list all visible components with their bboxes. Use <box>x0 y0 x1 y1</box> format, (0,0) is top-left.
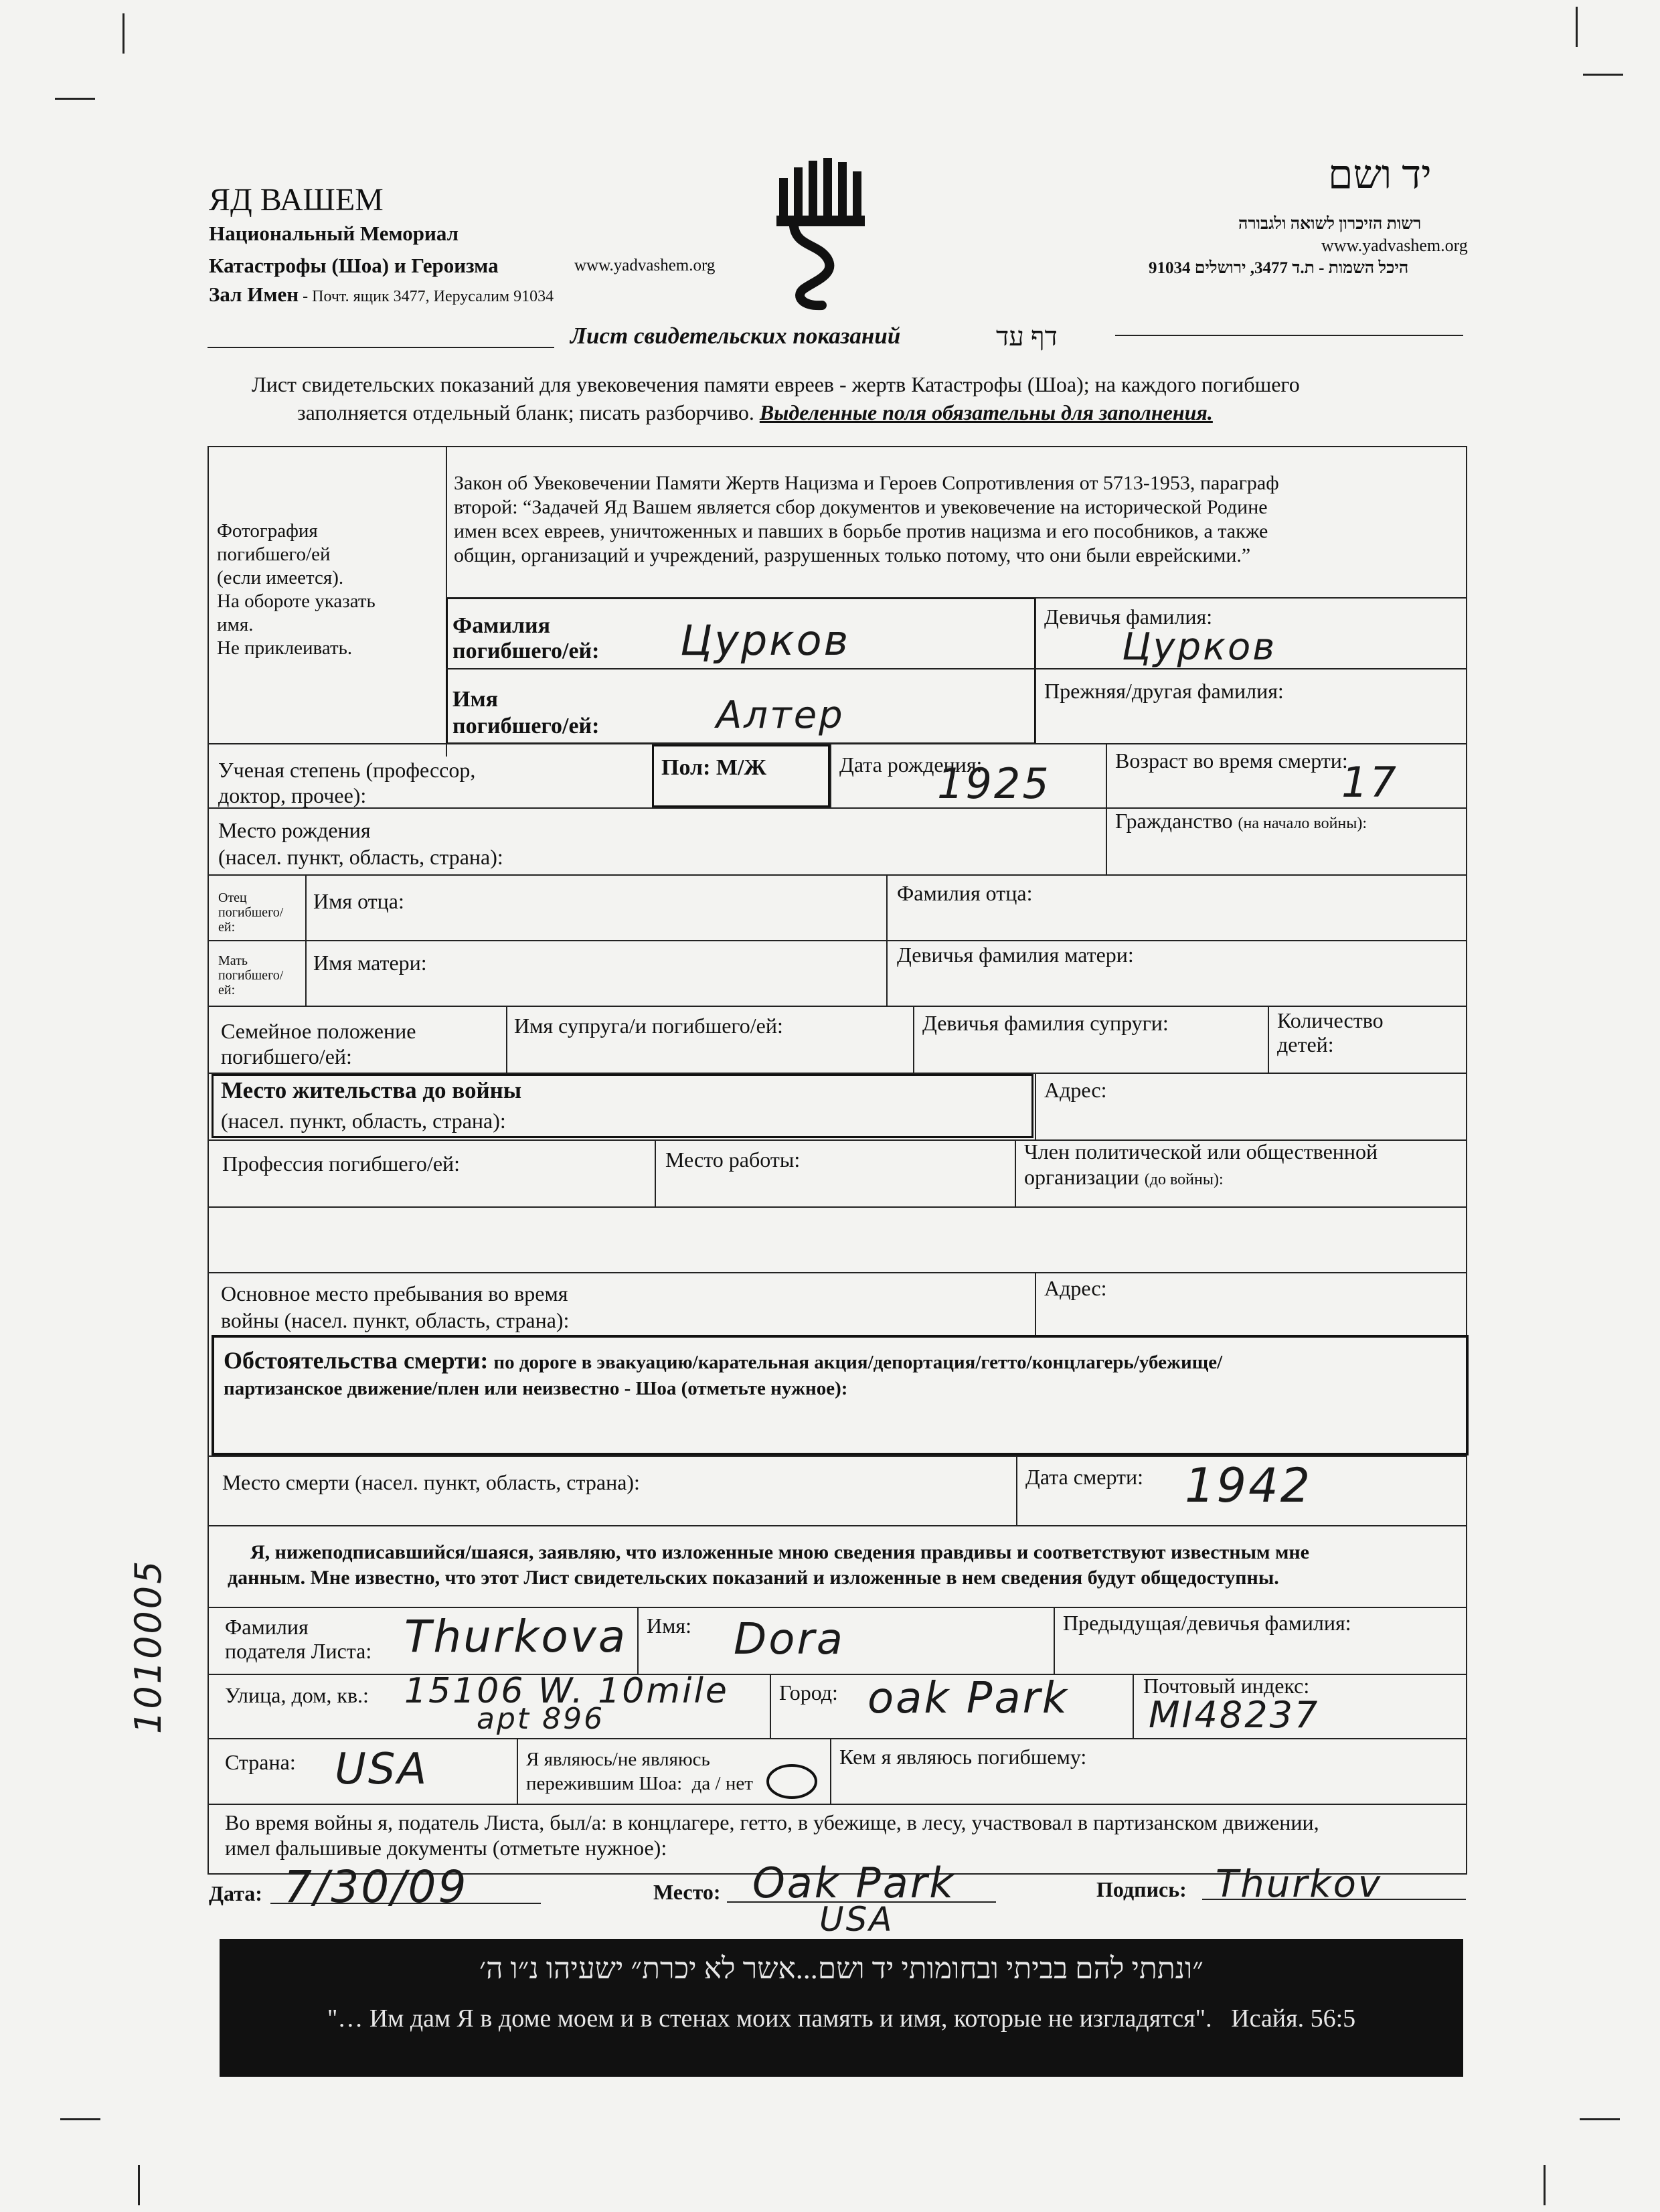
first-name-value[interactable]: Алтер <box>716 694 845 737</box>
date-value[interactable]: 7/30/09 <box>284 1861 469 1913</box>
grid-line <box>913 1006 914 1073</box>
crop-mark <box>138 2165 140 2205</box>
maiden-name-label: Девичья фамилия: <box>1044 605 1213 629</box>
membership-label-2: организации (до войны): <box>1024 1165 1224 1189</box>
former-name-label: Прежняя/другая фамилия: <box>1044 679 1284 703</box>
grid-line <box>637 1607 639 1674</box>
place-value-2[interactable]: USA <box>819 1900 894 1939</box>
website-link-he[interactable]: www.yadvashem.org <box>1321 236 1468 255</box>
declaration-text-2: данным. Мне известно, что этот Лист свидетельских показаний и изложенные в нем сведения будут общедоступны. <box>228 1567 1279 1589</box>
mother-maiden-label: Девичья фамилия матери: <box>897 943 1134 967</box>
crop-mark <box>60 2118 100 2120</box>
photo-note-line: (если имеется). <box>217 567 344 588</box>
declaration-text: Я, нижеподписавшийся/шаяся, заявляю, что изложенные мною сведения правдивы и соответствуют известным мне <box>250 1541 1309 1563</box>
country-label: Страна: <box>225 1750 296 1774</box>
grid-line <box>1035 1272 1036 1336</box>
photo-note-line: погибшего/ей <box>217 544 331 565</box>
photo-note-line: На обороте указать <box>217 590 376 612</box>
profession-label: Профессия погибшего/ей: <box>222 1152 461 1176</box>
signature-label: Подпись: <box>1096 1877 1187 1901</box>
grid-line <box>1015 1139 1016 1206</box>
citizenship-label: Гражданство (на начало войны): <box>1115 809 1367 833</box>
law-text-line: второй: “Задачей Яд Вашем является сбор документов и увековечение на исторической Родине <box>454 496 1268 518</box>
grid-line <box>830 743 831 807</box>
wartime-place-label-2: войны (насел. пункт, область, страна): <box>221 1308 570 1332</box>
law-text-line: Закон об Увековечении Памяти Жертв Нацизма и Героев Сопротивления от 5713-1953, параграф <box>454 472 1279 494</box>
crop-mark <box>1576 7 1578 47</box>
date-label: Дата: <box>209 1881 262 1905</box>
submitter-wartime-label-2: имел фальшивые документы (отметьте нужное): <box>225 1836 667 1860</box>
age-at-death-value[interactable]: 17 <box>1341 758 1398 807</box>
mother-name-label: Имя матери: <box>313 951 427 975</box>
crop-mark <box>1544 2165 1546 2205</box>
death-place-label: Место смерти (насел. пункт, область, страна): <box>222 1470 640 1494</box>
death-date-value[interactable]: 1942 <box>1185 1458 1313 1513</box>
submitter-prev-name-label: Предыдущая/девичья фамилия: <box>1063 1611 1351 1635</box>
father-side-label: погибшего/ <box>218 905 284 920</box>
footer-banner <box>220 1939 1463 2077</box>
law-text-line: общин, организаций и учреждений, разрушенных только потому, что они были еврейскими.” <box>454 544 1251 566</box>
wartime-place-label: Основное место пребывания во время <box>221 1281 568 1306</box>
grid-line <box>208 1607 1467 1608</box>
spouse-maiden-label: Девичья фамилия супруги: <box>922 1011 1169 1035</box>
degree-label-2: доктор, прочее): <box>218 783 367 807</box>
father-name-label: Имя отца: <box>313 889 404 913</box>
form-title: Лист свидетельских показаний <box>570 323 901 349</box>
submitter-name-label: Имя: <box>647 1613 691 1638</box>
website-link[interactable]: www.yadvashem.org <box>574 256 716 274</box>
birth-date-value[interactable]: 1925 <box>937 759 1051 808</box>
grid-line <box>655 1139 656 1206</box>
city-label: Город: <box>779 1680 838 1705</box>
footer-quote-he: ״ונתתי להם בביתי ובחומותי יד ושם...אשר לא יכרת״ ישעיהו נ״ו ה׳ <box>479 1952 1204 1985</box>
submitter-name-value[interactable]: Dora <box>734 1615 845 1664</box>
country-value[interactable]: USA <box>335 1745 429 1794</box>
crop-mark <box>1583 74 1623 76</box>
birthplace-label: Место рождения <box>218 818 371 842</box>
grid-line <box>208 1272 1467 1273</box>
birthplace-label-2: (насел. пункт, область, страна): <box>218 845 503 869</box>
survivor-answer-circle <box>764 1762 819 1801</box>
org-name-he: יד ושם <box>1328 153 1432 197</box>
street-value[interactable]: 15106 W. 10mile <box>404 1671 729 1711</box>
grid-line <box>446 668 1467 669</box>
org-subtitle-2: Катастрофы (Шоа) и Героизма <box>209 254 499 277</box>
grid-line <box>446 597 1467 599</box>
workplace-label: Место работы: <box>665 1148 801 1172</box>
org-subtitle: Национальный Мемориал <box>209 222 459 245</box>
mother-side-label: ей: <box>218 983 236 998</box>
grid-line <box>208 1525 1467 1526</box>
grid-line <box>1035 1073 1036 1139</box>
org-subtitle-he: רשות הזיכרון לשואה ולגבורה <box>1238 215 1422 233</box>
menorah-logo-icon <box>770 158 876 311</box>
relation-label: Кем я являюсь погибшему: <box>839 1745 1087 1769</box>
grid-line <box>208 1206 1467 1208</box>
marital-status-label: Семейное положение <box>221 1019 416 1043</box>
submitter-wartime-label: Во время войны я, податель Листа, был/а: в концлагере, гетто, в убежище, в лесу, участвовал в партизанском движении, <box>225 1810 1319 1834</box>
photo-note-line: имя. <box>217 614 254 635</box>
surname-value[interactable]: Цурков <box>680 616 851 665</box>
birth-date-label: Дата рождения: <box>839 753 983 777</box>
submitter-surname-label-2: подателя Листа: <box>225 1639 372 1663</box>
place-value[interactable]: Oak Park <box>752 1859 956 1907</box>
grid-line <box>1106 743 1107 874</box>
grid-line <box>1035 597 1036 743</box>
first-name-label: Имя <box>452 687 498 712</box>
crop-mark <box>55 98 95 100</box>
mother-side-label: погибшего/ <box>218 968 284 983</box>
place-label: Место: <box>653 1880 721 1904</box>
grid-line <box>208 940 1467 941</box>
residence-label: Место жительства до войны <box>221 1077 522 1103</box>
grid-line <box>1016 1455 1017 1525</box>
first-name-label-2: погибшего/ей: <box>452 714 600 738</box>
father-side-label: ей: <box>218 920 236 935</box>
grid-line <box>770 1674 771 1738</box>
marital-status-label-2: погибшего/ей: <box>221 1044 352 1069</box>
form-title-he: דף עד <box>996 321 1058 351</box>
age-at-death-label: Возраст во время смерти: <box>1115 748 1348 773</box>
intro-text-2: заполняется отдельный бланк; писать разборчиво. Выделенные поля обязательны для заполнения. <box>297 400 1213 424</box>
grid-line <box>208 1455 1467 1457</box>
father-surname-label: Фамилия отца: <box>897 881 1033 905</box>
city-value[interactable]: oak Park <box>867 1674 1069 1723</box>
grid-line <box>208 1006 1467 1007</box>
father-side-label: Отец <box>218 890 247 905</box>
submitter-surname-value[interactable]: Thurkova <box>404 1611 628 1662</box>
survivor-label-2: пережившим Шоа: да / нет <box>526 1773 753 1794</box>
photo-note-line: Фотография <box>217 520 318 542</box>
death-circumstances-label: Обстоятельства смерти: по дороге в эвакуацию/карательная акция/депортация/гетто/концлагерь/убежище/ <box>224 1347 1223 1374</box>
grid-line <box>1054 1607 1055 1674</box>
grid-line <box>208 1738 1467 1739</box>
photo-note-line: Не приклеивать. <box>217 637 353 659</box>
postal-address-ru: Зал Имен - Почт. ящик 3477, Иерусалим 91034 <box>209 283 554 306</box>
crop-mark <box>122 13 124 54</box>
street-value-2[interactable]: apt 896 <box>477 1702 605 1736</box>
children-count-label-2: детей: <box>1277 1032 1334 1056</box>
grid-line <box>506 1006 507 1073</box>
grid-line <box>208 743 1467 744</box>
degree-label: Ученая степень (профессор, <box>218 758 476 782</box>
mother-side-label: Мать <box>218 953 248 968</box>
grid-line <box>1133 1674 1134 1738</box>
residence-label-2: (насел. пункт, область, страна): <box>221 1109 506 1133</box>
children-count-label: Количество <box>1277 1008 1384 1032</box>
signature-value[interactable]: Thurkov <box>1216 1863 1383 1906</box>
law-text-line: имен всех евреев, уничтоженных и павших в борьбе против нацизма и его пособников, а также <box>454 520 1268 542</box>
zip-label: Почтовый индекс: <box>1143 1674 1310 1698</box>
residence-address-label: Адрес: <box>1044 1078 1107 1102</box>
sex-label: Пол: М/Ж <box>661 755 767 780</box>
street-label: Улица, дом, кв.: <box>225 1683 369 1707</box>
surname-label-2: погибшего/ей: <box>452 639 600 663</box>
death-date-label: Дата смерти: <box>1025 1465 1144 1489</box>
membership-label: Член политической или общественной <box>1024 1139 1378 1164</box>
divider <box>1115 335 1463 336</box>
maiden-name-value[interactable]: Цурков <box>1122 625 1277 669</box>
spouse-name-label: Имя супруга/и погибшего/ей: <box>514 1014 783 1038</box>
grid-line <box>208 1804 1467 1805</box>
surname-label: Фамилия <box>452 613 551 638</box>
submitter-surname-label: Фамилия <box>225 1615 309 1639</box>
org-name-ru: ЯД ВАШЕМ <box>209 182 384 218</box>
grid-line <box>517 1738 518 1804</box>
zip-value[interactable]: MI48237 <box>1149 1694 1320 1736</box>
survivor-label: Я являюсь/не являюсь <box>526 1749 710 1770</box>
death-circumstances-options: партизанское движение/плен или неизвестно - Шоа (отметьте нужное): <box>224 1378 848 1399</box>
grid-line <box>1268 1006 1269 1073</box>
postal-address-he: היכל השמות - ת.ד 3477, ירושלים 91034 <box>1149 259 1409 277</box>
footer-quote-ru: "… Им дам Я в доме моем и в стенах моих память и имя, которые не изгладятся". Исайя. 56:5 <box>327 2004 1356 2033</box>
intro-text-1: Лист свидетельских показаний для увековечения памяти евреев - жертв Катастрофы (Шоа); на каждого погибшего <box>252 372 1300 396</box>
divider <box>208 347 554 348</box>
grid-line <box>830 1738 831 1804</box>
grid-line <box>208 874 1467 876</box>
margin-note: 1010005 <box>127 1559 169 1734</box>
crop-mark <box>1580 2118 1620 2120</box>
wartime-address-label: Адрес: <box>1044 1276 1107 1300</box>
